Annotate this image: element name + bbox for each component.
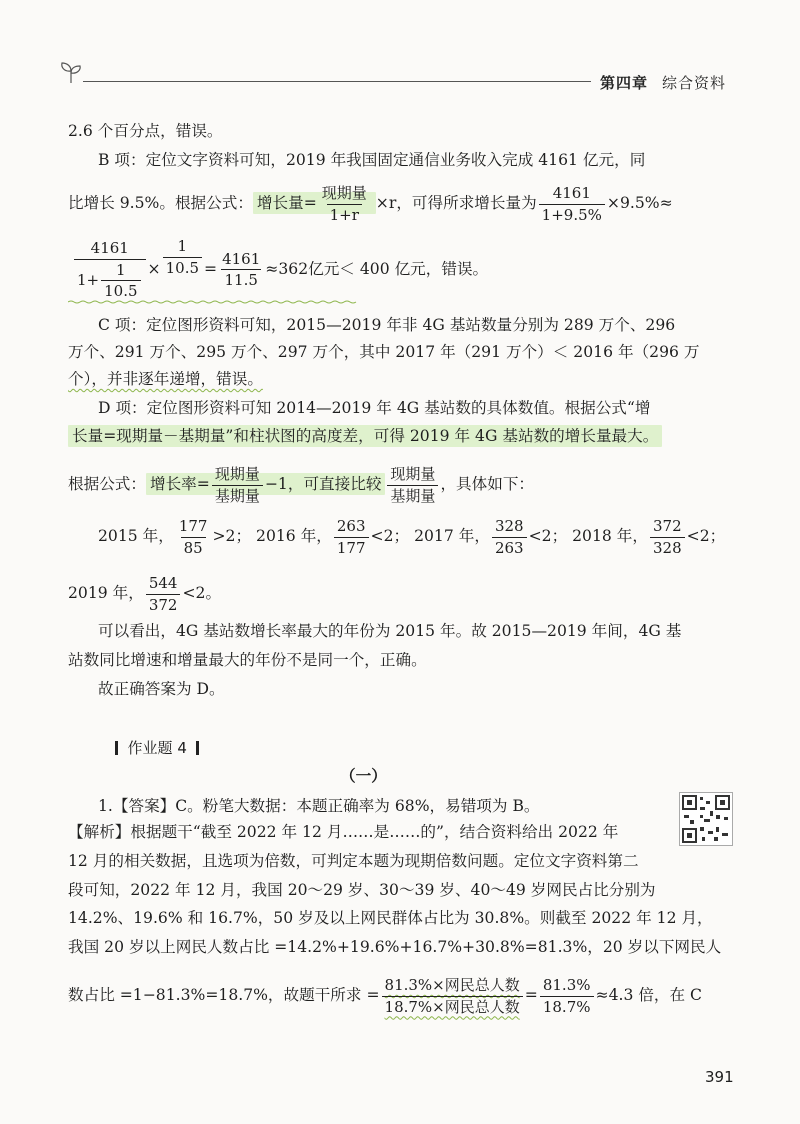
leaf-icon: [58, 61, 84, 85]
fraction: [74, 240, 146, 300]
year-label: 2019 年，: [68, 584, 144, 602]
fraction: [540, 977, 594, 1015]
text-span: 比增长 9.5%。根据公式：: [68, 194, 253, 212]
text-line: 站数同比增速和增量最大的年份不是同一个，正确。: [68, 651, 427, 669]
numerator: 1: [116, 260, 126, 279]
fraction: [492, 518, 527, 556]
denominator: 328: [650, 537, 685, 557]
section-heading: [115, 737, 199, 758]
numerator: 372: [652, 517, 682, 535]
page-number: 391: [705, 1068, 734, 1086]
fraction: [146, 575, 181, 613]
text-line: 个），并非逐年递增，错误。: [68, 370, 263, 388]
denominator: 372: [146, 594, 181, 614]
numerator: 4161: [90, 239, 129, 257]
numerator: 544: [148, 574, 178, 592]
fraction: [382, 977, 523, 1015]
text-line: C 项：定位图形资料可知，2015—2019 年非 4G 基站数量分别为 289 万个、296: [98, 316, 676, 334]
denominator: 基期量: [387, 485, 438, 505]
formula-line: [68, 977, 702, 1015]
numerator: 1: [177, 237, 188, 255]
numerator: 现期量: [390, 465, 436, 483]
fraction: [387, 466, 438, 504]
comparison: <2；: [370, 527, 410, 545]
comparison: >2；: [212, 527, 252, 545]
text-line: 12 月的相关数据，且选项为倍数，可判定本题为现期倍数问题。定位文字资料第二: [68, 852, 639, 870]
ratio-2015: [98, 517, 252, 557]
nested-fraction: [101, 262, 140, 300]
text-line: 2.6 个百分点，错误。: [68, 122, 223, 140]
text-line: D 项：定位图形资料可知 2014—2019 年 4G 基站数的具体数值。根据公式“增: [98, 399, 651, 417]
text-span: −1，可直接比较: [264, 475, 382, 493]
text-span: ，具体如下：: [440, 475, 535, 493]
formula-line: [68, 466, 534, 504]
text-line: 可以看出，4G 基站数增长率最大的年份为 2015 年。故 2015—2019 年间，4G 基: [98, 622, 682, 640]
text-line: 【解析】根据题干“截至 2022 年 12 月……是……的”，结合资料给出 2022 年: [68, 823, 619, 841]
highlighted-text: 长量=现期量－基期量”和柱状图的高度差，可得 2019 年 4G 基站数的增长量最大。: [68, 425, 662, 447]
denominator: 10.5: [101, 280, 140, 300]
ratio-line: [98, 518, 725, 556]
denominator: 177: [334, 537, 369, 557]
text-span: 数占比 =1−81.3%=18.7%，故题干所求 =: [68, 986, 380, 1004]
ratio-2017: [414, 517, 568, 557]
comparison: <2；: [528, 527, 568, 545]
answer-line: 1.【答案】C。粉笔大数据：本题正确率为 68%，易错项为 B。: [98, 797, 540, 815]
denominator: 263: [492, 537, 527, 557]
text-line: [68, 429, 662, 445]
fraction: [319, 185, 370, 223]
comparison: <2。: [182, 584, 222, 602]
section-title: 作业题 4: [127, 739, 187, 757]
text-line: 故正确答案为 D。: [98, 680, 225, 698]
comparison: <2；: [686, 527, 726, 545]
text-span: 根据公式：: [68, 475, 146, 493]
text-line: 14.2%、19.6% 和 16.7%，50 岁及以上网民群体占比为 30.8%。则截至 2022 年 12 月，: [68, 909, 713, 927]
numerator: 81.3%×网民总人数: [384, 976, 520, 994]
chapter-number: 第四章: [600, 74, 649, 92]
denominator: 10.5: [163, 257, 202, 277]
fraction: [163, 238, 202, 276]
text-line: 段可知，2022 年 12 月，我国 20～29 岁、30～39 岁、40～49 岁网民占比分别为: [68, 881, 656, 899]
text-span: ×: [147, 259, 161, 278]
bar-icon: [115, 741, 118, 755]
text-line: 万个、291 万个、295 万个、297 万个，其中 2017 年（291 万个）＜ 2016 年（296 万: [68, 343, 700, 361]
denominator: 基期量: [212, 485, 263, 505]
numerator: 4161: [552, 184, 591, 202]
chapter-title: [600, 72, 726, 93]
fraction: [539, 185, 605, 223]
denominator-prefix: 1+: [77, 270, 100, 289]
rate-formula: [146, 465, 385, 505]
year-label: 2018 年，: [572, 527, 648, 545]
denominator: 18.7%: [540, 996, 594, 1016]
text-span: ×r，可得所求增长量为: [375, 194, 537, 212]
fraction: [650, 518, 685, 556]
text-line: B 项：定位文字资料可知，2019 年我国固定通信业务收入完成 4161 亿元，同: [98, 151, 646, 169]
text-span: ≈362亿元＜ 400 亿元，错误。: [265, 259, 489, 278]
denominator: [74, 259, 146, 300]
denominator: 1+r: [327, 204, 362, 224]
text-span: =: [524, 986, 538, 1004]
year-label: 2017 年，: [414, 527, 490, 545]
formula-label: 增长率=: [149, 475, 210, 493]
numerator: 328: [494, 517, 524, 535]
numerator: 263: [336, 517, 366, 535]
fraction: [334, 518, 369, 556]
numerator: 现期量: [321, 184, 367, 202]
formula-label: 增长量=: [256, 194, 317, 212]
numerator: 现期量: [214, 465, 260, 483]
growth-formula: [253, 184, 376, 224]
header-rule: [83, 81, 591, 82]
qr-code-icon: [679, 792, 733, 846]
fraction: [176, 518, 211, 556]
numerator: 177: [178, 517, 208, 535]
denominator: 18.7%×网民总人数: [382, 996, 523, 1016]
chapter-name: 综合资料: [662, 74, 727, 92]
fraction: [212, 466, 263, 504]
year-label: 2015 年，: [98, 527, 174, 545]
text-span: =: [204, 259, 218, 278]
wavy-underline: [68, 300, 358, 304]
year-label: 2016 年，: [256, 527, 332, 545]
ratio-2016: [256, 517, 410, 557]
text-line: 我国 20 岁以上网民人数占比 =14.2%+19.6%+16.7%+30.8%=81.3%，20 岁以下网民人: [68, 938, 722, 956]
fraction: [219, 251, 263, 289]
denominator: 85: [181, 537, 206, 557]
section-subtitle: （一）: [340, 766, 387, 785]
text-span: ≈4.3 倍，在 C: [595, 986, 702, 1004]
ratio-line: [68, 575, 221, 613]
denominator: 11.5: [221, 269, 260, 289]
formula-line: [68, 185, 673, 223]
numerator: 81.3%: [542, 976, 591, 994]
denominator: 1+9.5%: [539, 204, 605, 224]
text-span: ×9.5%≈: [606, 194, 673, 212]
numerator: 4161: [222, 249, 261, 268]
ratio-2018: [572, 517, 726, 557]
bar-icon: [196, 741, 199, 755]
formula-line: [72, 237, 489, 300]
